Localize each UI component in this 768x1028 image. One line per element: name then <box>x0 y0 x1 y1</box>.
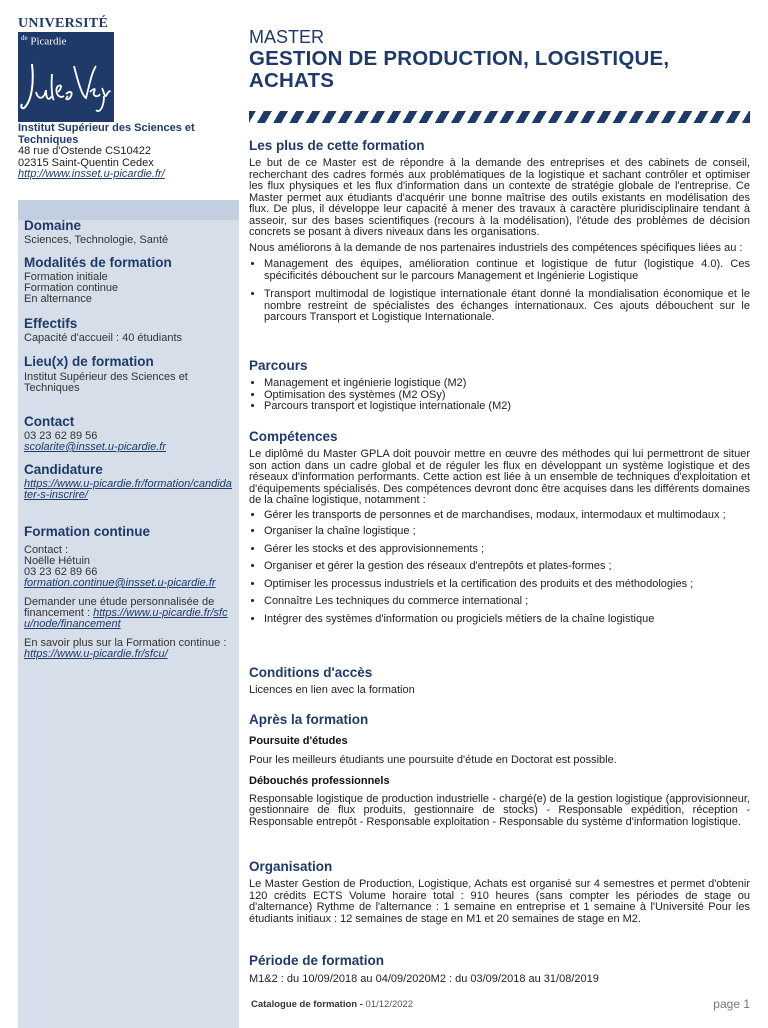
list-item: • Transport multimodal de logistique internationale étant donné la mondialisation économique et le nombre restreint de spécialistes des échanges internationaux. Ces ajouts débouchent sur le parcours Transport et Logistique Internationale. <box>264 289 750 324</box>
fc-etude-text: Demander une étude personnalisée de financement : <box>24 596 215 619</box>
contact-email-link[interactable]: scolarite@insset.u-picardie.fr <box>24 441 166 453</box>
modalites-section <box>24 255 232 305</box>
page-number: page 1 <box>713 997 750 1011</box>
competences-section <box>249 429 750 625</box>
institute-address-line1: 48 rue d'Ostende CS10422 <box>18 145 151 157</box>
parcours-heading: Parcours <box>249 358 308 373</box>
periode-section <box>249 953 750 986</box>
institute-name: Institut Supérieur des Sciences et Techniques <box>18 122 195 146</box>
candidature-heading: Candidature <box>24 462 103 477</box>
info-panel <box>18 196 239 1028</box>
institute-info <box>18 123 233 181</box>
list-item: • Intégrer des systèmes d'information ou progiciels métiers de la chaîne logistique <box>264 614 750 626</box>
institute-address-line2: 02315 Saint-Quentin Cedex <box>18 156 154 169</box>
candidature-section <box>24 462 232 501</box>
fc-etude-link[interactable]: https://www.u-picardie.fr/sfcu/node/financement <box>24 607 228 630</box>
list-item: • Gérer les transports de personnes et de marchandises, modaux, intermodaux et multimodaux ; <box>264 510 750 522</box>
organisation-paragraph: Le Master Gestion de Production, Logistique, Achats est organisé sur 4 semestres et permet d'obtenir 120 crédits ECTS Volume horaire total : 910 heures (sans compter les périodes de stage ou d'alternance) Rythme de l'alternance : 1 semaine en entreprise et 1 semaine à l'Université Pour les étudiants initiaux : 12 semaines de stage en M1 et 20 semaines de stage en M2. <box>249 878 750 925</box>
conditions-section <box>249 665 750 697</box>
effectifs-section <box>24 316 232 344</box>
list-item: • Management des équipes, amélioration continue et logistique de futur (logistique 4.0). Ces spécificités débouchent sur le parcours Management et Ingénierie Logistique <box>264 259 750 282</box>
institute-website-link[interactable]: http://www.insset.u-picardie.fr/ <box>18 168 165 180</box>
organisation-section <box>249 859 750 925</box>
conditions-paragraph: Licences en lien avec la formation <box>249 684 415 696</box>
debouches-heading: Débouchés professionnels <box>249 775 390 787</box>
modalite-item: Formation continue <box>24 282 119 294</box>
plus-heading: Les plus de cette formation <box>249 138 425 153</box>
lieux-value: Institut Supérieur des Sciences et Techniques <box>24 371 188 394</box>
poursuite-heading: Poursuite d'études <box>249 735 348 747</box>
list-item: • Connaître Les techniques du commerce international ; <box>264 596 750 608</box>
contact-phone: 03 23 62 89 56 <box>24 430 98 442</box>
fc-contact-name: Noëlle Hétuin <box>24 555 91 567</box>
fc-phone: 03 23 62 89 66 <box>24 566 98 578</box>
footer-catalogue-label: Catalogue de formation - <box>251 999 363 1010</box>
periode-heading: Période de formation <box>249 953 385 968</box>
sidebar <box>18 0 239 1024</box>
debouches-paragraph: Responsable logistique de production industrielle - chargé(e) de la gestion logistique (approvisionneur, gestionnaire de flux produits, gestionnaire de stocks) - Responsable expédition, réception - Responsable entrepôt - Responsable exploitation - Responsable du système d'information logistique. <box>249 792 750 828</box>
effectifs-heading: Effectifs <box>24 316 78 331</box>
list-item: • Gérer les stocks et des approvisionnements ; <box>264 544 750 556</box>
list-item: • Optimisation des systèmes (M2 OSy) <box>264 390 750 402</box>
formation-continue-heading: Formation continue <box>24 524 150 539</box>
page-title: GESTION DE PRODUCTION, LOGISTIQUE, ACHATS <box>249 47 670 92</box>
plus-section <box>249 138 750 324</box>
parcours-section <box>249 358 750 413</box>
lieux-heading: Lieu(x) de formation <box>24 354 154 369</box>
logo-blue-block <box>18 32 114 122</box>
poursuite-paragraph: Pour les meilleurs étudiants une poursuite d'étude en Doctorat est possible. <box>249 753 617 766</box>
competences-list <box>249 510 750 626</box>
lieux-section <box>24 354 232 394</box>
footer-date: 01/12/2022 <box>365 999 414 1010</box>
domaine-heading: Domaine <box>24 218 82 233</box>
fc-savoir-text: En savoir plus sur la Formation continue : <box>24 637 227 649</box>
master-kicker: MASTER <box>249 27 325 47</box>
logo-university-text: UNIVERSITÉ <box>18 16 109 31</box>
fc-savoir-link[interactable]: https://www.u-picardie.fr/sfcu/ <box>24 648 168 660</box>
fc-contact-label: Contact : <box>24 544 69 556</box>
list-item: • Organiser et gérer la gestion des réseaux d'entrepôts et plates-formes ; <box>264 561 750 573</box>
conditions-heading: Conditions d'accès <box>249 665 373 680</box>
apres-heading: Après la formation <box>249 712 369 727</box>
contact-section <box>24 414 232 453</box>
parcours-list <box>249 378 750 413</box>
panel-band <box>18 200 239 220</box>
jules-verne-signature-icon <box>18 52 114 122</box>
plus-paragraph-1: Le but de ce Master est de répondre à la demande des entreprises et des cabinets de conseil, recherchant des cadres formés aux problématiques de la logistique et sachant contrôler et optimiser les flux physiques et les flux d'information dans un contexte de stratégie globale de l'entreprise. Ce Master permet aux étudiants d'acquérir une bonne maîtrise des outils existants en modélisation des flux. De plus, il développe leur capacité à mener des travaux à caractère pluridisciplinaire tendant à asseoir, sur des bases scientifiques (recours à la modélisation), l'étude des problèmes de décision concrets se posant à divers niveaux dans les organisations. <box>249 157 750 238</box>
list-item: • Organiser la chaîne logistique ; <box>264 526 750 538</box>
university-logo <box>18 0 114 122</box>
periode-paragraph: M1&2 : du 10/09/2018 au 04/09/2020M2 : du 03/09/2018 au 31/08/2019 <box>249 973 599 985</box>
fc-savoir-paragraph <box>24 638 232 660</box>
plus-list <box>249 259 750 324</box>
list-item: • Optimiser les processus industriels et la certification des produits et des méthodologies ; <box>264 579 750 591</box>
modalites-heading: Modalités de formation <box>24 255 172 270</box>
list-item: • Management et ingénierie logistique (M2) <box>264 378 750 390</box>
domaine-section <box>24 218 232 246</box>
effectifs-value: Capacité d'accueil : 40 étudiants <box>24 332 183 344</box>
candidature-link[interactable]: https://www.u-picardie.fr/formation/candidater-s-inscrire/ <box>24 478 232 501</box>
competences-heading: Compétences <box>249 429 338 444</box>
competences-paragraph: Le diplômé du Master GPLA doit pouvoir mettre en œuvre des méthodes qui lui permettront de situer son action dans un cadre global et de réguler les flux en développant un système logistique et des réseaux d'information performants. Cette action est liée à un ensemble de techniques d'exploitation et d'équipements spécialisés. Des compétences devront donc être acquises dans les différents domaines de la chaîne logistique, notamment : <box>249 448 750 506</box>
list-item: • Parcours transport et logistique internationale (M2) <box>264 401 750 413</box>
page-footer <box>251 999 413 1010</box>
fc-etude-paragraph <box>24 597 232 630</box>
modalite-item: Formation initiale <box>24 271 108 283</box>
organisation-heading: Organisation <box>249 859 333 874</box>
decorative-stripes <box>249 111 750 123</box>
formation-continue-section <box>24 524 232 660</box>
contact-heading: Contact <box>24 414 75 429</box>
modalite-item: En alternance <box>24 293 92 305</box>
domaine-value: Sciences, Technologie, Santé <box>24 234 169 246</box>
apres-section <box>249 712 750 828</box>
logo-picardie-text: $^{de}$ Picardie <box>21 34 67 48</box>
plus-paragraph-2: Nous améliorons à la demande de nos partenaires industriels des compétences spécifiques liées au : <box>249 241 743 254</box>
fc-email-link[interactable]: formation.continue@insset.u-picardie.fr <box>24 577 216 589</box>
